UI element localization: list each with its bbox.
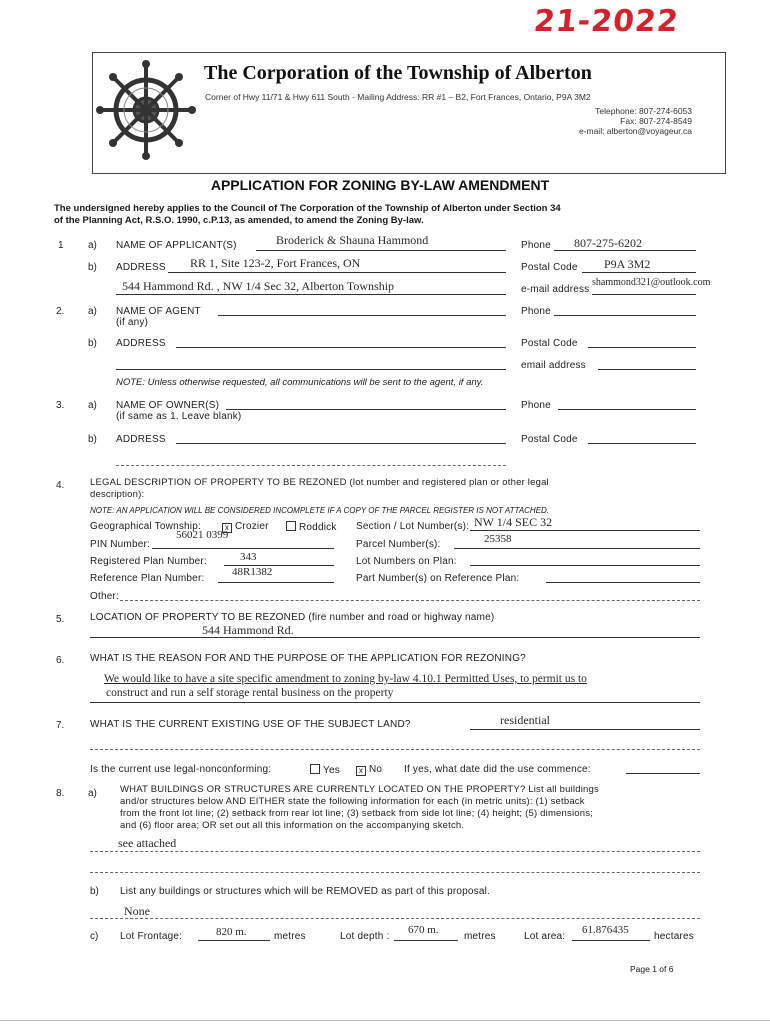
- section-8a-marker: a): [88, 788, 97, 799]
- buildings-q-2: and/or structures below AND EITHER state the following information for each (in metric units): (1) setback: [120, 796, 585, 807]
- form-intro-2: of the Planning Act, R.S.O. 1990, c.P.13, as amended, to amend the Zoning By-law.: [54, 215, 424, 226]
- frontage-label: Lot Frontage:: [120, 931, 183, 942]
- reason-field-line-1[interactable]: We would like to have a site specific amendment to zoning by-law 4.10.1 Permitted Uses, to permit us to: [104, 673, 587, 685]
- crozier-label: Crozier: [235, 521, 269, 532]
- owner-sub-label: (if same as 1. Leave blank): [116, 411, 242, 422]
- section-8b-marker: b): [90, 886, 99, 897]
- section-2b-marker: b): [88, 338, 97, 349]
- no-checkbox[interactable]: [356, 764, 382, 776]
- applicant-address2-field[interactable]: 544 Hammond Rd. , NW 1/4 Sec 32, Alberton Township: [122, 279, 395, 293]
- section-3a-marker: a): [88, 400, 97, 411]
- removed-field[interactable]: None: [124, 904, 150, 918]
- legal-nonconforming-q: Is the current use legal-nonconforming:: [90, 764, 272, 775]
- section-6-number: 6.: [56, 655, 65, 666]
- area-field[interactable]: 61.876435: [582, 924, 629, 936]
- depth-label: Lot depth :: [340, 931, 390, 942]
- agent-label: NAME OF AGENT: [116, 306, 201, 317]
- org-telephone: Telephone: 807-274-6053: [595, 106, 692, 116]
- crozier-check-box[interactable]: x: [222, 523, 232, 533]
- pin-label: PIN Number:: [90, 539, 150, 550]
- agent-note: NOTE: Unless otherwise requested, all communications will be sent to the agent, if any.: [116, 377, 484, 388]
- applicant-label: NAME OF APPLICANT(S): [116, 240, 237, 251]
- applicant-address-field[interactable]: RR 1, Site 123-2, Fort Frances, ON: [190, 256, 361, 270]
- reason-field-line-2[interactable]: construct and run a self storage rental business on the property: [106, 687, 394, 699]
- yes-checkbox[interactable]: [310, 764, 340, 776]
- section-8-number: 8.: [56, 788, 65, 799]
- legal-desc-label-1: LEGAL DESCRIPTION OF PROPERTY TO BE REZONED (lot number and registered plan or other legal: [90, 477, 549, 488]
- section-lot-field[interactable]: NW 1/4 SEC 32: [474, 515, 553, 529]
- lotnums-label: Lot Numbers on Plan:: [356, 556, 457, 567]
- section-3b-marker: b): [88, 434, 97, 445]
- owner-label: NAME OF OWNER(S): [116, 400, 220, 411]
- applicant-address-label: ADDRESS: [116, 262, 166, 273]
- org-name: The Corporation of the Township of Alberton: [204, 62, 592, 84]
- frontage-field[interactable]: 820 m.: [216, 926, 247, 938]
- township-logo-icon: [96, 60, 196, 160]
- roddick-label: Roddick: [299, 522, 337, 533]
- section-2-number: 2.: [56, 306, 65, 317]
- refplan-field[interactable]: 48R1382: [232, 566, 273, 578]
- section-4-number: 4.: [56, 480, 65, 491]
- regplan-label: Registered Plan Number:: [90, 556, 207, 567]
- parcel-field[interactable]: 25358: [484, 533, 512, 545]
- buildings-q-4: and (6) floor area; OR set out all this information on the accompanying sketch.: [120, 820, 465, 831]
- crozier-checkbox[interactable]: [222, 521, 269, 533]
- parcel-label: Parcel Number(s):: [356, 539, 441, 550]
- agent-email-label: email address: [521, 360, 586, 371]
- file-number: 21-2022: [532, 4, 681, 39]
- roddick-checkbox[interactable]: [286, 521, 337, 533]
- current-use-field[interactable]: residential: [500, 713, 550, 727]
- depth-field[interactable]: 670 m.: [408, 924, 439, 936]
- current-use-label: WHAT IS THE CURRENT EXISTING USE OF THE SUBJECT LAND?: [90, 719, 411, 730]
- org-fax: Fax: 807-274-8549: [620, 116, 692, 126]
- applicant-phone-label: Phone: [521, 240, 551, 251]
- applicant-phone-field[interactable]: 807-275-6202: [574, 236, 642, 250]
- agent-sub-label: (if any): [116, 317, 149, 328]
- form-intro-1: The undersigned hereby applies to the Council of The Corporation of the Township of Alberton under Section 34: [54, 203, 561, 214]
- no-label: No: [369, 764, 383, 775]
- parcel-register-note: NOTE: AN APPLICATION WILL BE CONSIDERED INCOMPLETE IF A COPY OF THE PARCEL REGISTER IS NOT ATTACHED.: [90, 506, 550, 515]
- section-3-number: 3.: [56, 400, 65, 411]
- applicant-email-field[interactable]: shammond321@outlook.com: [592, 277, 711, 288]
- owner-address-label: ADDRESS: [116, 434, 166, 445]
- section-2a-marker: a): [88, 306, 97, 317]
- removed-q: List any buildings or structures which will be REMOVED as part of this proposal.: [120, 886, 491, 897]
- section-1a-marker: a): [88, 240, 97, 251]
- area-unit: hectares: [654, 931, 694, 942]
- location-label: LOCATION OF PROPERTY TO BE REZONED (fire number and road or highway name): [90, 612, 495, 623]
- bottom-edge-line: [0, 1020, 770, 1021]
- geo-township-label: Geographical Township:: [90, 521, 201, 532]
- section-lot-label: Section / Lot Number(s):: [356, 521, 470, 532]
- legal-desc-label-2: description):: [90, 489, 145, 500]
- buildings-q-3: from the front lot line; (2) setback from rear lot line; (3) setback from side lot line; (4) height; (5) dimensions;: [120, 808, 594, 819]
- applicant-postal-field[interactable]: P9A 3M2: [604, 257, 651, 271]
- yes-label: Yes: [323, 765, 340, 776]
- section-7-number: 7.: [56, 720, 65, 731]
- agent-postal-label: Postal Code: [521, 338, 578, 349]
- owner-phone-label: Phone: [521, 400, 551, 411]
- other-label: Other:: [90, 591, 119, 602]
- org-address: Corner of Hwy 11/71 & Hwy 611 South - Mailing Address: RR #1 – B2, Fort Frances, Ontario, P9A 3M2: [205, 92, 591, 102]
- section-1-number: 1: [58, 240, 64, 251]
- form-title: APPLICATION FOR ZONING BY-LAW AMENDMENT: [210, 177, 550, 193]
- location-field[interactable]: 544 Hammond Rd.: [202, 623, 294, 637]
- buildings-q-1: WHAT BUILDINGS OR STRUCTURES ARE CURRENTLY LOCATED ON THE PROPERTY? List all buildings: [120, 784, 599, 795]
- depth-unit: metres: [464, 931, 496, 942]
- agent-phone-label: Phone: [521, 306, 551, 317]
- pin-field[interactable]: 56021 0399: [176, 529, 229, 541]
- commence-q: If yes, what date did the use commence:: [404, 764, 591, 775]
- partnums-label: Part Number(s) on Reference Plan:: [356, 573, 520, 584]
- regplan-field[interactable]: 343: [240, 551, 257, 563]
- applicant-name-field[interactable]: Broderick & Shauna Hammond: [276, 233, 429, 247]
- no-check-box[interactable]: x: [356, 766, 366, 776]
- roddick-check-box[interactable]: [286, 521, 296, 531]
- applicant-email-label: e-mail address: [521, 284, 590, 295]
- owner-postal-label: Postal Code: [521, 434, 578, 445]
- section-5-number: 5.: [56, 614, 65, 625]
- reason-label: WHAT IS THE REASON FOR AND THE PURPOSE OF THE APPLICATION FOR REZONING?: [90, 653, 526, 664]
- buildings-field[interactable]: see attached: [118, 836, 177, 850]
- page-number: Page 1 of 6: [630, 964, 674, 974]
- agent-address-label: ADDRESS: [116, 338, 166, 349]
- org-email: e-mail: alberton@voyageur.ca: [578, 126, 692, 136]
- area-label: Lot area:: [524, 931, 566, 942]
- section-8c-marker: c): [90, 931, 99, 942]
- section-1b-marker: b): [88, 262, 97, 273]
- yes-check-box[interactable]: [310, 764, 320, 774]
- refplan-label: Reference Plan Number:: [90, 573, 205, 584]
- applicant-postal-label: Postal Code: [521, 262, 578, 273]
- frontage-unit: metres: [274, 931, 306, 942]
